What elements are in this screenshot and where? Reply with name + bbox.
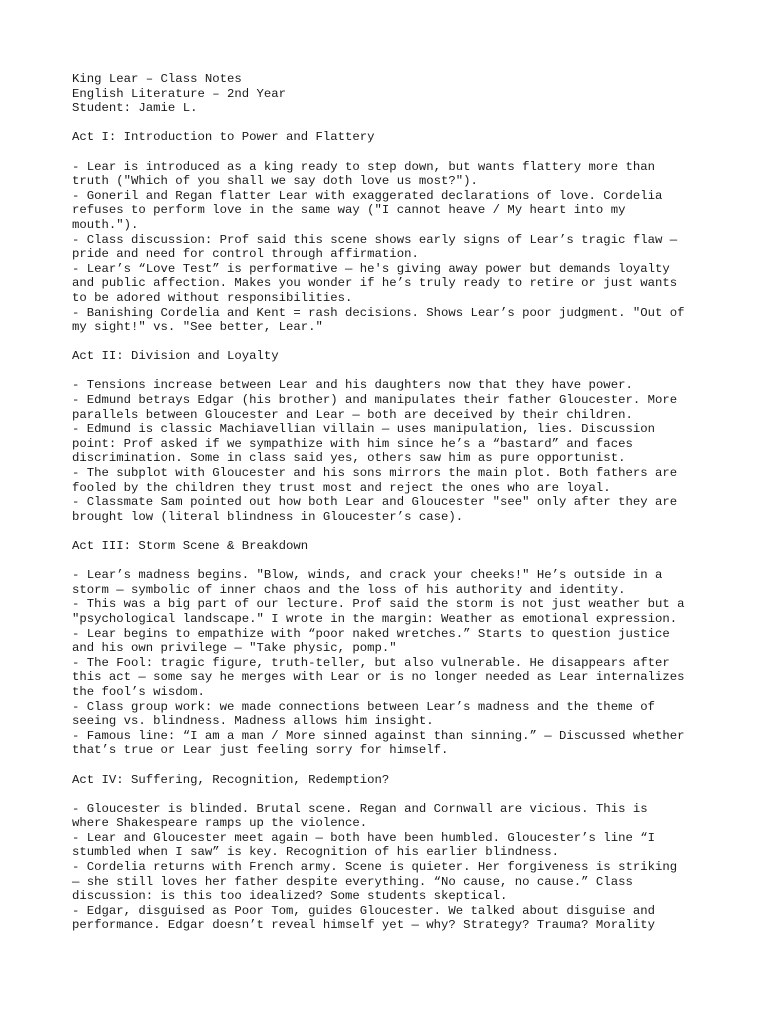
blank-line: [72, 524, 704, 539]
note-line: - Lear is introduced as a king ready to step down, but wants flattery more than: [72, 159, 655, 174]
note-line: storm — symbolic of inner chaos and the loss of his authority and identity.: [72, 582, 626, 597]
note-line: discrimination. Some in class said yes, others saw him as pure opportunist.: [72, 451, 626, 466]
note-line: mouth.").: [72, 217, 139, 232]
act-section: [72, 335, 704, 525]
course-label: English Literature – 2nd Year: [72, 86, 287, 101]
note-line: performance. Edgar doesn’t reveal himself yet — why? Strategy? Trauma? Morality: [72, 918, 655, 933]
note-line: - The Fool: tragic figure, truth-teller, but also vulnerable. He disappears after: [72, 655, 670, 670]
note-line: my sight!" vs. "See better, Lear.": [72, 320, 323, 335]
note-line: - The subplot with Gloucester and his sons mirrors the main plot. Both fathers are: [72, 466, 678, 481]
act-heading: Act I: Introduction to Power and Flattery: [72, 130, 375, 145]
note-line: — she still loves her father despite everything. “No cause, no cause.” Class: [72, 874, 633, 889]
note-line: - Tensions increase between Lear and his daughters now that they have power.: [72, 378, 633, 393]
note-line: the fool’s wisdom.: [72, 684, 205, 699]
blank-line: [72, 787, 704, 802]
blank-line: [72, 758, 704, 773]
note-line: - Banishing Cordelia and Kent = rash decisions. Shows Lear’s poor judgment. "Out of: [72, 305, 685, 320]
note-line: - This was a big part of our lecture. Prof said the storm is not just weather but a: [72, 597, 685, 612]
note-line: seeing vs. blindness. Madness allows him insight.: [72, 714, 434, 729]
act-section: [72, 116, 704, 335]
act-section: [72, 758, 704, 933]
note-line: - Edmund is classic Machiavellian villain — uses manipulation, lies. Discussion: [72, 422, 655, 437]
note-line: truth ("Which of you shall we say doth love us most?").: [72, 174, 478, 189]
act-section: [72, 524, 704, 758]
note-line: - Goneril and Regan flatter Lear with exaggerated declarations of love. Cordelia: [72, 188, 663, 203]
note-line: and his own privilege — "Take physic, pomp.": [72, 641, 397, 656]
note-line: - Lear’s madness begins. "Blow, winds, and crack your cheeks!" He’s outside in a: [72, 568, 663, 583]
note-line: brought low (literal blindness in Gloucester’s case).: [72, 509, 464, 524]
act-heading: Act III: Storm Scene & Breakdown: [72, 539, 309, 553]
document-title: King Lear – Class Notes: [72, 72, 242, 86]
note-line: - Famous line: “I am a man / More sinned against than sinning.” — Discussed whether: [72, 728, 685, 743]
note-line: discussion: is this too idealized? Some students skeptical.: [72, 889, 508, 904]
note-line: - Lear and Gloucester meet again — both have been humbled. Gloucester’s line “I: [72, 830, 655, 845]
blank-line: [72, 554, 704, 569]
note-line: to be adored without responsibilities.: [72, 290, 353, 305]
student-name: Student: Jamie L.: [72, 101, 198, 116]
note-line: - Cordelia returns with French army. Scene is quieter. Her forgiveness is striking: [72, 860, 678, 875]
note-line: and public affection. Makes you wonder if he’s truly ready to retire or just wants: [72, 276, 678, 291]
blank-line: [72, 364, 704, 379]
note-line: - Lear begins to empathize with “poor naked wretches.” Starts to question justice: [72, 626, 670, 641]
note-line: where Shakespeare ramps up the violence.: [72, 816, 368, 831]
act-heading: Act II: Division and Loyalty: [72, 349, 279, 364]
note-line: - Edgar, disguised as Poor Tom, guides Gloucester. We talked about disguise and: [72, 903, 655, 918]
note-line: pride and need for control through affirmation.: [72, 247, 419, 262]
note-line: - Lear’s “Love Test” is performative — he's giving away power but demands loyalty: [72, 261, 670, 276]
note-line: - Edmund betrays Edgar (his brother) and manipulates their father Gloucester. More: [72, 393, 678, 408]
note-line: - Gloucester is blinded. Brutal scene. Regan and Cornwall are vicious. This is: [72, 801, 648, 816]
note-line: refuses to perform love in the same way ("I cannot heave / My heart into my: [72, 203, 626, 218]
note-line: this act — some say he merges with Lear or is no longer needed as Lear internalizes: [72, 670, 685, 685]
note-line: "psychological landscape." I wrote in the margin: Weather as emotional expression.: [72, 611, 678, 626]
blank-line: [72, 335, 704, 350]
blank-line: [72, 145, 704, 160]
note-line: that’s true or Lear just feeling sorry for himself.: [72, 743, 449, 758]
note-line: stumbled when I saw” is key. Recognition of his earlier blindness.: [72, 845, 560, 860]
blank-line: [72, 116, 704, 131]
note-line: - Classmate Sam pointed out how both Lear and Gloucester "see" only after they are: [72, 495, 678, 510]
note-line: point: Prof asked if we sympathize with him since he’s a “bastard” and faces: [72, 436, 633, 451]
document-header: [72, 72, 704, 116]
note-line: - Class group work: we made connections between Lear’s madness and the theme of: [72, 699, 655, 714]
note-line: fooled by the children they trust most and reject the ones who are loyal.: [72, 480, 611, 495]
note-line: - Class discussion: Prof said this scene shows early signs of Lear’s tragic flaw —: [72, 232, 678, 247]
act-sections: [72, 116, 704, 933]
note-line: parallels between Gloucester and Lear — both are deceived by their children.: [72, 407, 633, 422]
act-heading: Act IV: Suffering, Recognition, Redemption?: [72, 772, 390, 787]
